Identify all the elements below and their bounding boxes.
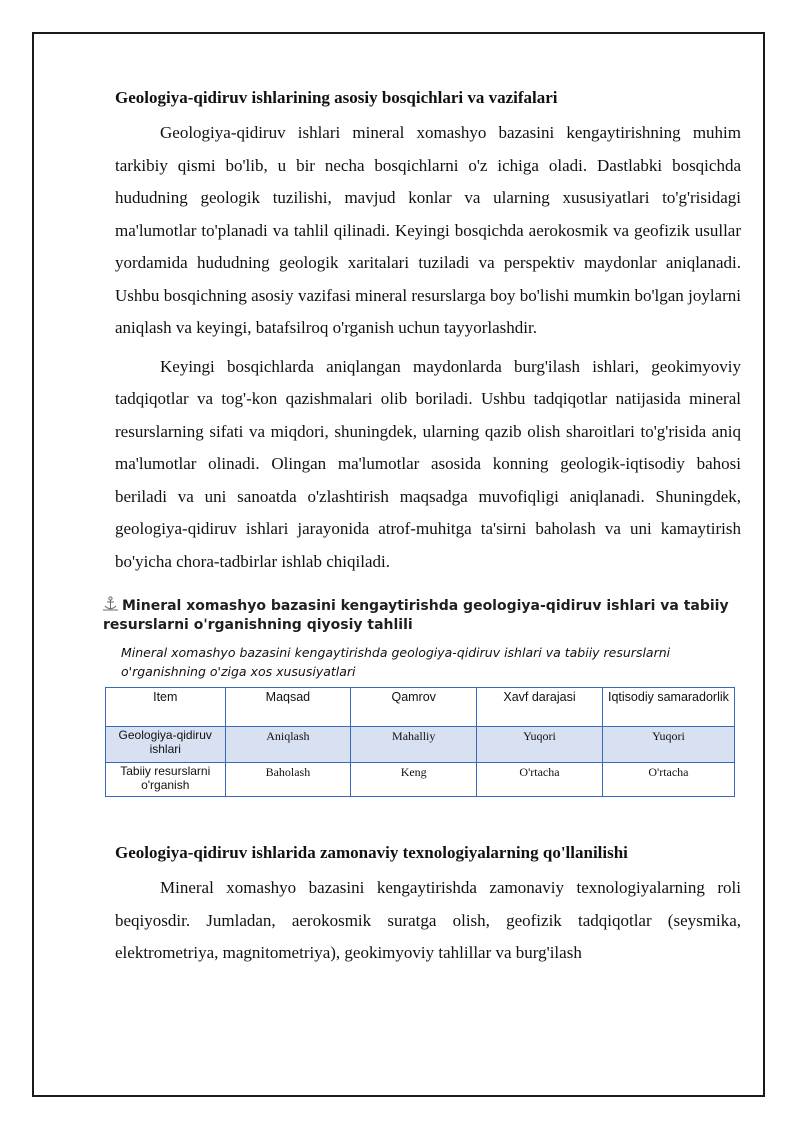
- table-cell-item: Tabiiy resurslarni o'rganish: [106, 763, 226, 797]
- paragraph-stages-later: Keyingi bosqichlarda aniqlangan maydonlarda burg'ilash ishlari, geokimyoviy tadqiqotlar va tog'-kon qazishmalari olib boriladi. Ushbu tadqiqotlar natijasida mineral resurslarning sifati va miqdori, shuningdek, ularning qazib olish sharoitlari to'g'risida aniq ma'lumotlar olinadi. Olingan ma'lumotlar asosida konning geologik-iqtisodiy bahosi beriladi va uni sanoatda o'zlashtirish maqsadga muvofiqligi aniqlanadi. Shuningdek, geologiya-qidiruv ishlari jarayonida atrof-muhitga ta'sirni baholash va uni kamaytirish bo'yicha chora-tadbirlar ishlab chiqiladi.: [115, 356, 741, 571]
- table-cell: Yuqori: [602, 727, 734, 763]
- table-cell: Mahalliy: [351, 727, 477, 763]
- table-cell: O'rtacha: [602, 763, 734, 797]
- section-heading-technologies: Geologiya-qidiruv ishlarida zamonaviy texnologiyalarning qo'llanilishi: [115, 843, 628, 862]
- paragraph-stages-intro: Geologiya-qidiruv ishlari mineral xomashyo bazasini kengaytirishning muhim tarkibiy qismi bo'lib, u bir necha bosqichlarni o'z ichiga oladi. Dastlabki bosqichda hududning geologik tuzilishi, mavjud konlar va ularning xususiyatlari to'g'risidagi ma'lumotlar to'planadi va tahlil qilinadi. Keyingi bosqichda aerokosmik va geofizik usullar yordamida hududning geologik xaritalari tuziladi va perspektiv maydonlar aniqlanadi. Ushbu bosqichning asosiy vazifasi mineral resurslarga boy bo'lishi mumkin bo'lgan joylarni aniqlash va keyingi, batafsilroq o'rganish uchun tayyorlashdir.: [115, 123, 741, 337]
- table-cell: Baholash: [225, 763, 351, 797]
- figure-caption: [103, 596, 741, 635]
- table-cell: O'rtacha: [477, 763, 603, 797]
- table-header-row: [106, 688, 735, 727]
- column-header-qamrov: Qamrov: [351, 688, 477, 727]
- table-cell-item: Geologiya-qidiruv ishlari: [106, 727, 226, 763]
- table-cell: Yuqori: [477, 727, 603, 763]
- table-cell: Keng: [351, 763, 477, 797]
- paragraph-technologies: Mineral xomashyo bazasini kengaytirishda zamonaviy texnologiyalarning roli beqiyosdir. Jumladan, aerokosmik suratga olish, geofizik tadqiqotlar (seysmika, elektrometriya, magnitometriya), geokimyoviy tahlillar va burg'ilash: [115, 878, 741, 962]
- section-heading-stages: Geologiya-qidiruv ishlarining asosiy bosqichlari va vazifalari: [115, 88, 558, 107]
- table-row: [106, 763, 735, 797]
- column-header-item: Item: [106, 688, 226, 727]
- column-header-maqsad: Maqsad: [225, 688, 351, 727]
- anchor-icon: [103, 596, 118, 611]
- figure-caption-text: Mineral xomashyo bazasini kengaytirishda geologiya-qidiruv ishlari va tabiiy resurslarni o'rganishning qiyosiy tahlili: [103, 598, 729, 633]
- table-row: [106, 727, 735, 763]
- table-cell: Aniqlash: [225, 727, 351, 763]
- document-content: [103, 84, 741, 970]
- column-header-iqtisodiy-samaradorlik: Iqtisodiy samaradorlik: [602, 688, 734, 727]
- comparison-table: [105, 687, 735, 797]
- table-caption: Mineral xomashyo bazasini kengaytirishda geologiya-qidiruv ishlari va tabiiy resurslarni o'rganishning o'ziga xos xususiyatlari: [121, 645, 671, 679]
- column-header-xavf-darajasi: Xavf darajasi: [477, 688, 603, 727]
